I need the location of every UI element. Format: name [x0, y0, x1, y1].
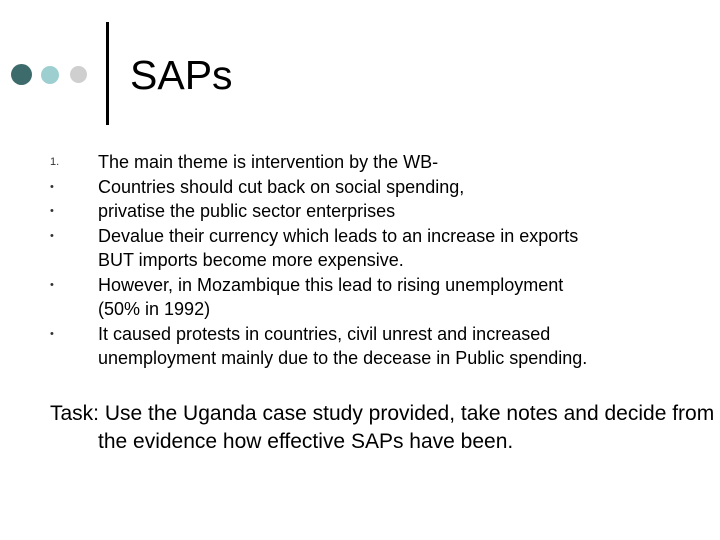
bullet-list [0, 150, 720, 371]
bullet-text: Devalue their currency which leads to an increase in exports BUT imports become more expensive. [98, 225, 579, 270]
decorative-dot [41, 66, 59, 84]
list-marker: • [50, 180, 54, 193]
bullet-text: The main theme is intervention by the WB- [98, 152, 439, 172]
bullet-text: Countries should cut back on social spending, [98, 176, 465, 197]
bullet-item [0, 322, 720, 371]
list-marker: • [50, 229, 54, 242]
bullet-text: It caused protests in countries, civil unrest and increased unemployment mainly due to the decease in Public spending. [98, 323, 588, 368]
decorative-dot [70, 66, 87, 83]
decorative-dot [11, 64, 32, 85]
bullet-item [0, 150, 720, 175]
bullet-item [0, 224, 720, 273]
bullet-item [0, 175, 720, 200]
list-marker: • [50, 278, 54, 291]
bullet-item [0, 273, 720, 322]
list-marker: • [50, 205, 54, 217]
slide-title: SAPs [130, 52, 233, 98]
bullet-text: privatise the public sector enterprises [98, 201, 396, 221]
bullet-text: However, in Mozambique this lead to rising unemployment (50% in 1992) [98, 274, 564, 319]
task-instruction: Task: Use the Uganda case study provided, take notes and decide from the evidence how effective SAPs have been. [50, 402, 715, 453]
bullet-item [0, 199, 720, 224]
title-divider [106, 22, 109, 125]
list-marker: 1. [50, 156, 60, 168]
list-marker: • [50, 327, 54, 340]
